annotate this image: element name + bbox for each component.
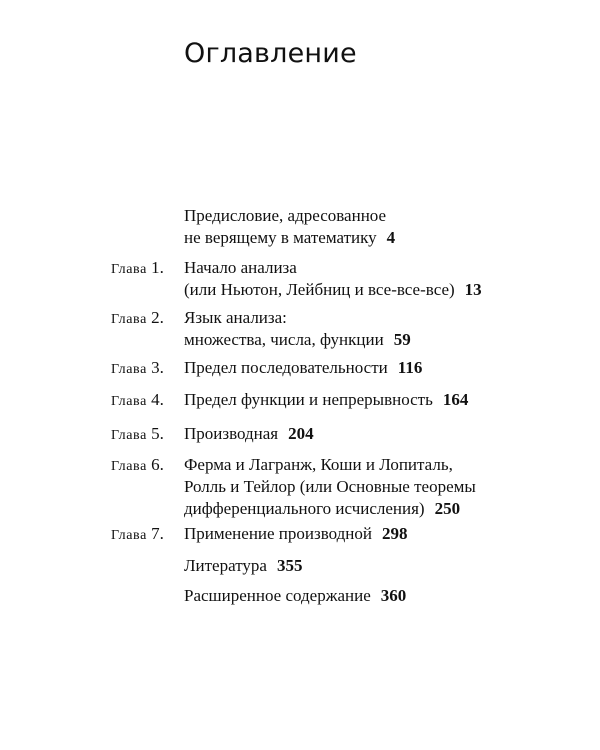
page-number: 250: [434, 499, 461, 518]
entry-title: [184, 389, 504, 411]
chapter-word: Глава: [111, 312, 147, 327]
chapter-label: [111, 523, 164, 547]
chapter-label: [111, 357, 164, 381]
entry-title-line: [184, 423, 504, 445]
entry-title: [184, 205, 504, 249]
entry-title-text: Литература: [184, 556, 267, 575]
chapter-label: [111, 389, 164, 413]
page-number: 4: [386, 228, 396, 247]
entry-title-line: Язык анализа:: [184, 308, 287, 327]
chapter-label: [111, 257, 164, 281]
page-number: 298: [382, 524, 408, 543]
page-number: 59: [393, 330, 411, 349]
entry-title-line: [184, 329, 504, 351]
chapter-number: 6.: [151, 455, 164, 474]
entry-title-line: Предисловие, адресованное: [184, 206, 387, 225]
entry-title: [184, 523, 504, 545]
chapter-number: 5.: [151, 424, 164, 443]
entry-title-text: Применение производной: [184, 524, 372, 543]
entry-title-text: множества, числа, функции: [184, 330, 384, 349]
entry-title-text: Предел функции и непрерывность: [184, 390, 433, 409]
chapter-label: [111, 307, 164, 331]
chapter-number: 1.: [151, 258, 164, 277]
page-number: 13: [464, 280, 482, 299]
entry-title: [184, 257, 504, 301]
page-number: 164: [442, 390, 469, 409]
entry-title-text: Производная: [184, 424, 279, 443]
entry-title-text: Предел последовательности: [184, 358, 388, 377]
entry-title: [184, 454, 504, 520]
chapter-number: 2.: [151, 308, 164, 327]
chapter-word: Глава: [111, 262, 147, 277]
page-number: 116: [397, 358, 423, 377]
entry-title-text: Расширенное содержание: [184, 586, 371, 605]
entry-title: [184, 357, 504, 379]
entry-title-line: [184, 227, 504, 249]
entry-title-text: дифференциального исчисления): [184, 499, 425, 518]
chapter-word: Глава: [111, 362, 147, 377]
entry-title-line: [184, 585, 504, 607]
chapter-word: Глава: [111, 428, 147, 443]
chapter-word: Глава: [111, 394, 147, 409]
entry-title-line: [184, 555, 504, 577]
entry-title-text: не верящему в математику: [184, 228, 377, 247]
entry-title-line: [184, 389, 504, 411]
entry-title-line: [184, 279, 504, 301]
entry-title: [184, 307, 504, 351]
page-title: Оглавление: [184, 38, 357, 69]
page-number: 360: [380, 586, 407, 605]
entry-title-line: Начало анализа: [184, 258, 297, 277]
chapter-word: Глава: [111, 528, 147, 543]
chapter-label: [111, 454, 164, 478]
chapter-word: Глава: [111, 459, 147, 474]
entry-title: [184, 585, 504, 607]
chapter-label: [111, 423, 164, 447]
chapter-number: 7.: [151, 524, 164, 543]
page-number: 355: [276, 556, 303, 575]
entry-title-line: [184, 498, 504, 520]
entry-title-line: [184, 523, 504, 545]
entry-title-text: (или Ньютон, Лейбниц и все-все-все): [184, 280, 455, 299]
chapter-number: 4.: [151, 390, 164, 409]
chapter-number: 3.: [151, 358, 164, 377]
entry-title-line: [184, 357, 504, 379]
page-number: 204: [288, 424, 314, 443]
entry-title: [184, 423, 504, 445]
entry-title-line: Ферма и Лагранж, Коши и Лопиталь,: [184, 455, 453, 474]
entry-title: [184, 555, 504, 577]
entry-title-line: Ролль и Тейлор (или Основные теоремы: [184, 477, 476, 496]
